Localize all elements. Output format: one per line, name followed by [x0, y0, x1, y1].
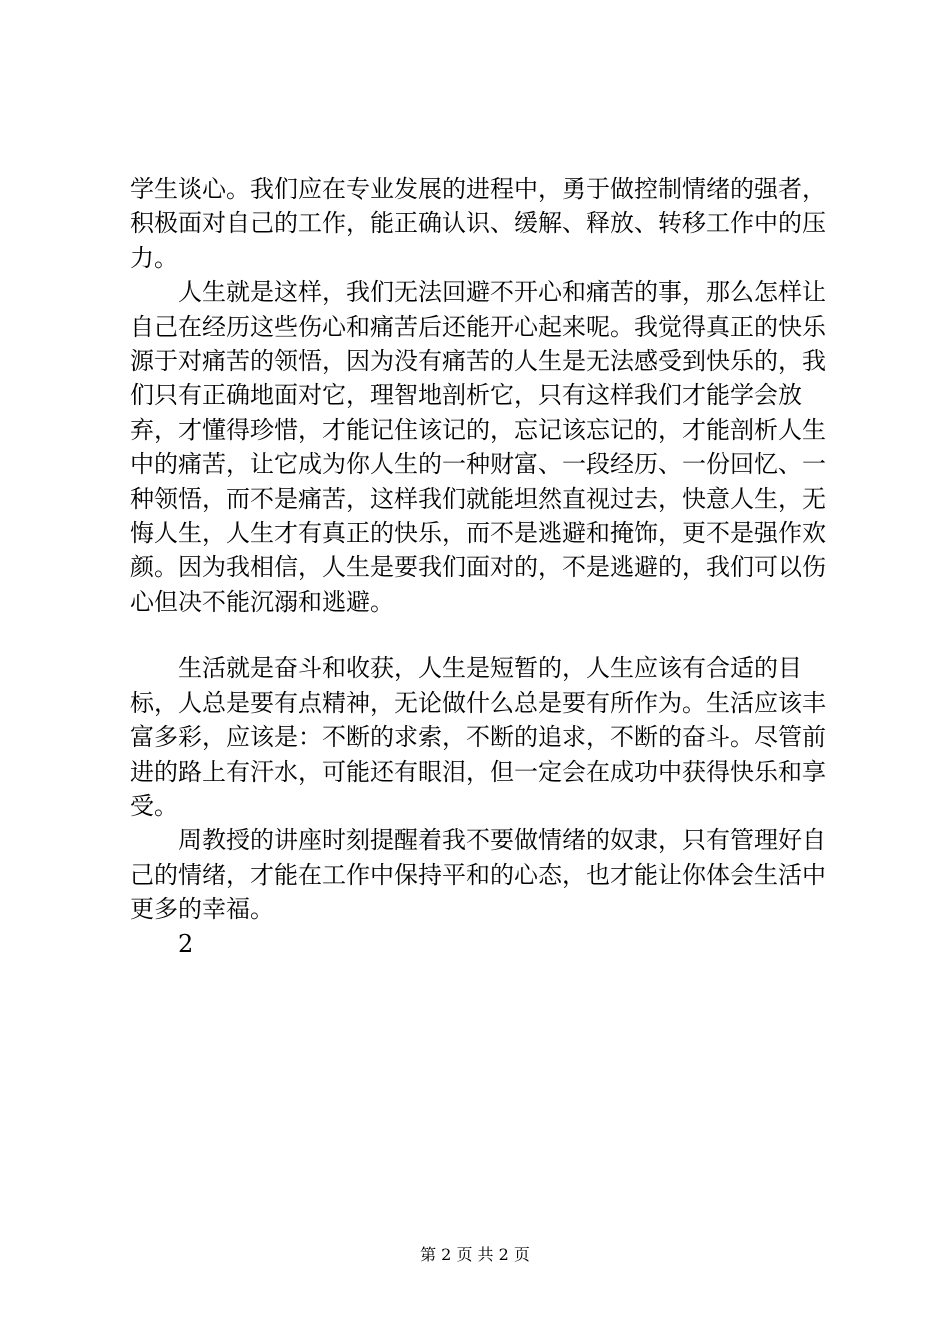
paragraph-2: 人生就是这样，我们无法回避不开心和痛苦的事，那么怎样让自己在经历这些伤心和痛苦后还能开心起来呢。我觉得真正的快乐源于对痛苦的领悟，因为没有痛苦的人生是无法感受到快乐的，我们只有正确地面对它，理智地剖析它，只有这样我们才能学会放弃，才懂得珍惜，才能记住该记的，忘记该忘记的，才能剖析人生中的痛苦，让它成为你人生的一种财富、一段经历、一份回忆、一种领悟，而不是痛苦，这样我们就能坦然直视过去，快意人生，无悔人生，人生才有真正的快乐，而不是逃避和掩饰，更不是强作欢颜。因为我相信，人生是要我们面对的，不是逃避的，我们可以伤心但决不能沉溺和逃避。	[130, 278, 826, 616]
document-body	[130, 172, 838, 961]
page-footer: 第 2 页 共 2 页	[420, 1245, 530, 1264]
inline-page-number: 2	[178, 929, 194, 958]
paragraph-3: 生活就是奋斗和收获，人生是短暂的，人生应该有合适的目标，人总是要有点精神，无论做什么总是要有所作为。生活应该丰富多彩，应该是：不断的求索，不断的追求，不断的奋斗。尽管前进的路上有汗水，可能还有眼泪，但一定会在成功中获得快乐和享受。	[130, 654, 826, 820]
paragraph-4: 周教授的讲座时刻提醒着我不要做情绪的奴隶，只有管理好自己的情绪，才能在工作中保持平和的心态，也才能让你体会生活中更多的幸福。	[130, 826, 826, 924]
paragraph-1: 学生谈心。我们应在专业发展的进程中，勇于做控制情绪的强者，积极面对自己的工作，能正确认识、缓解、释放、转移工作中的压力。	[130, 175, 826, 272]
